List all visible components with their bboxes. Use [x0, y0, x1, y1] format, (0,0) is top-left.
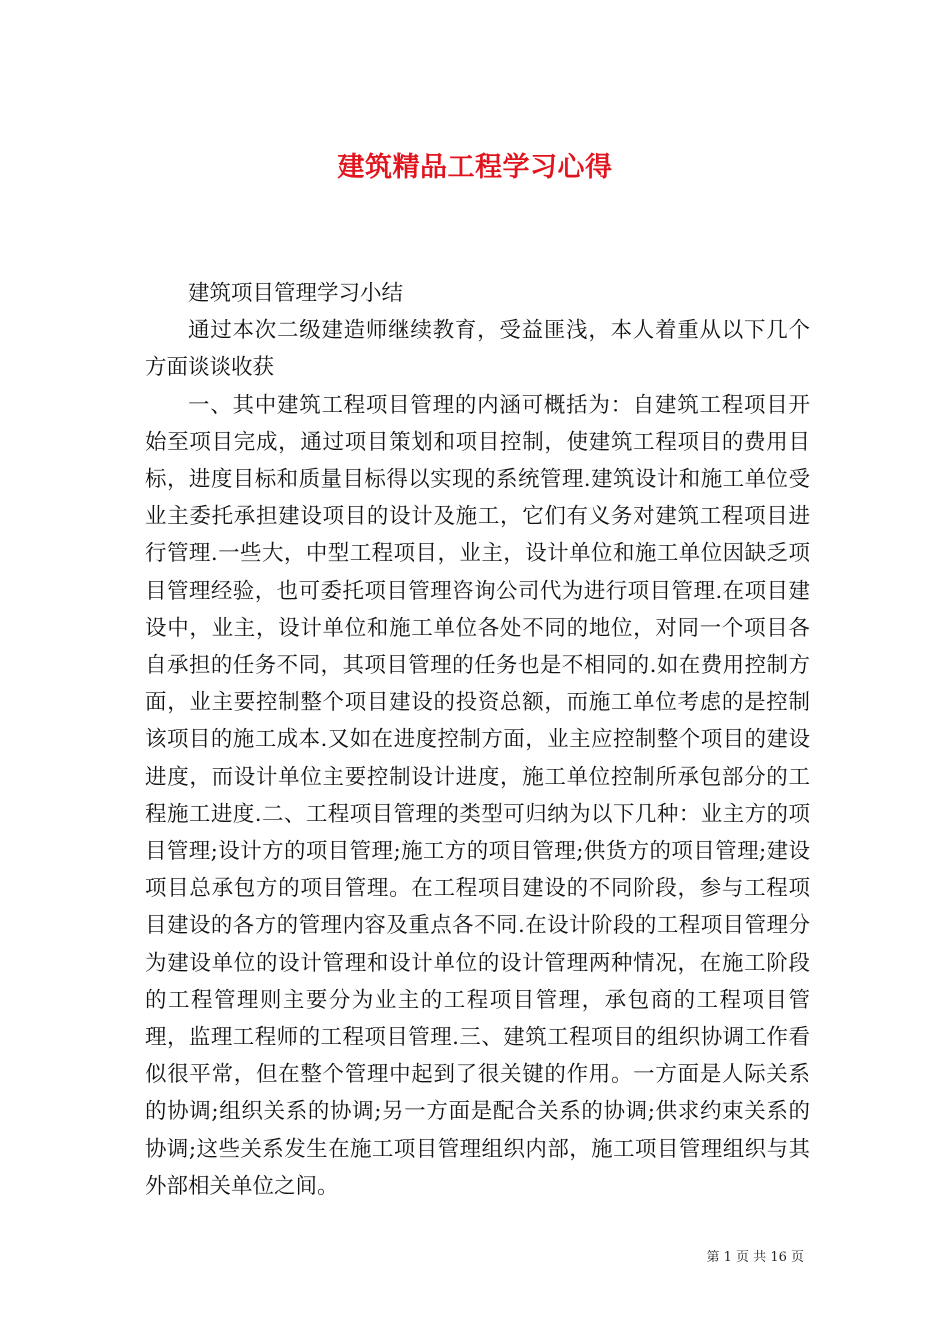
paragraph-main: 一、其中建筑工程项目管理的内涵可概括为：自建筑工程项目开始至项目完成，通过项目策划和项目控制，使建筑工程项目的费用目标，进度目标和质量目标得以实现的系统管理.建筑设计和施工单位受业主委托承担建设项目的设计及施工，它们有义务对建筑工程项目进行管理.一些大，中型工程项目，业主，设计单位和施工单位因缺乏项目管理经验，也可委托项目管理咨询公司代为进行项目管理.在项目建设中，业主，设计单位和施工单位各处不同的地位，对同一个项目各自承担的任务不同，其项目管理的任务也是不相同的.如在费用控制方面，业主要控制整个项目建设的投资总额，而施工单位考虑的是控制该项目的施工成本.又如在进度控制方面，业主应控制整个项目的建设进度，而设计单位主要控制设计进度，施工单位控制所承包部分的工程施工进度.二、工程项目管理的类型可归纳为以下几种：业主方的项目管理;设计方的项目管理;施工方的项目管理;供货方的项目管理;建设项目总承包方的项目管理。在工程项目建设的不同阶段，参与工程项目建设的各方的管理内容及重点各不同.在设计阶段的工程项目管理分为建设单位的设计管理和设计单位的设计管理两种情况，在施工阶段的工程管理则主要分为业主的工程项目管理，承包商的工程项目管理，监理工程师的工程项目管理.三、建筑工程项目的组织协调工作看似很平常，但在整个管理中起到了很关键的作用。一方面是人际关系的协调;组织关系的协调;另一方面是配合关系的协调;供求约束关系的协调;这些关系发生在施工项目管理组织内部，施工项目管理组织与其外部相关单位之间。: [145, 392, 810, 1199]
paragraph-subtitle: 建筑项目管理学习小结: [188, 281, 404, 306]
page-number: 第 1 页 共 16 页: [706, 1250, 804, 1265]
document-body: [145, 275, 810, 1205]
page-title: 建筑精品工程学习心得: [337, 152, 613, 184]
paragraph-intro: 通过本次二级建造师继续教育，受益匪浅，本人着重从以下几个方面谈谈收获: [145, 318, 810, 381]
